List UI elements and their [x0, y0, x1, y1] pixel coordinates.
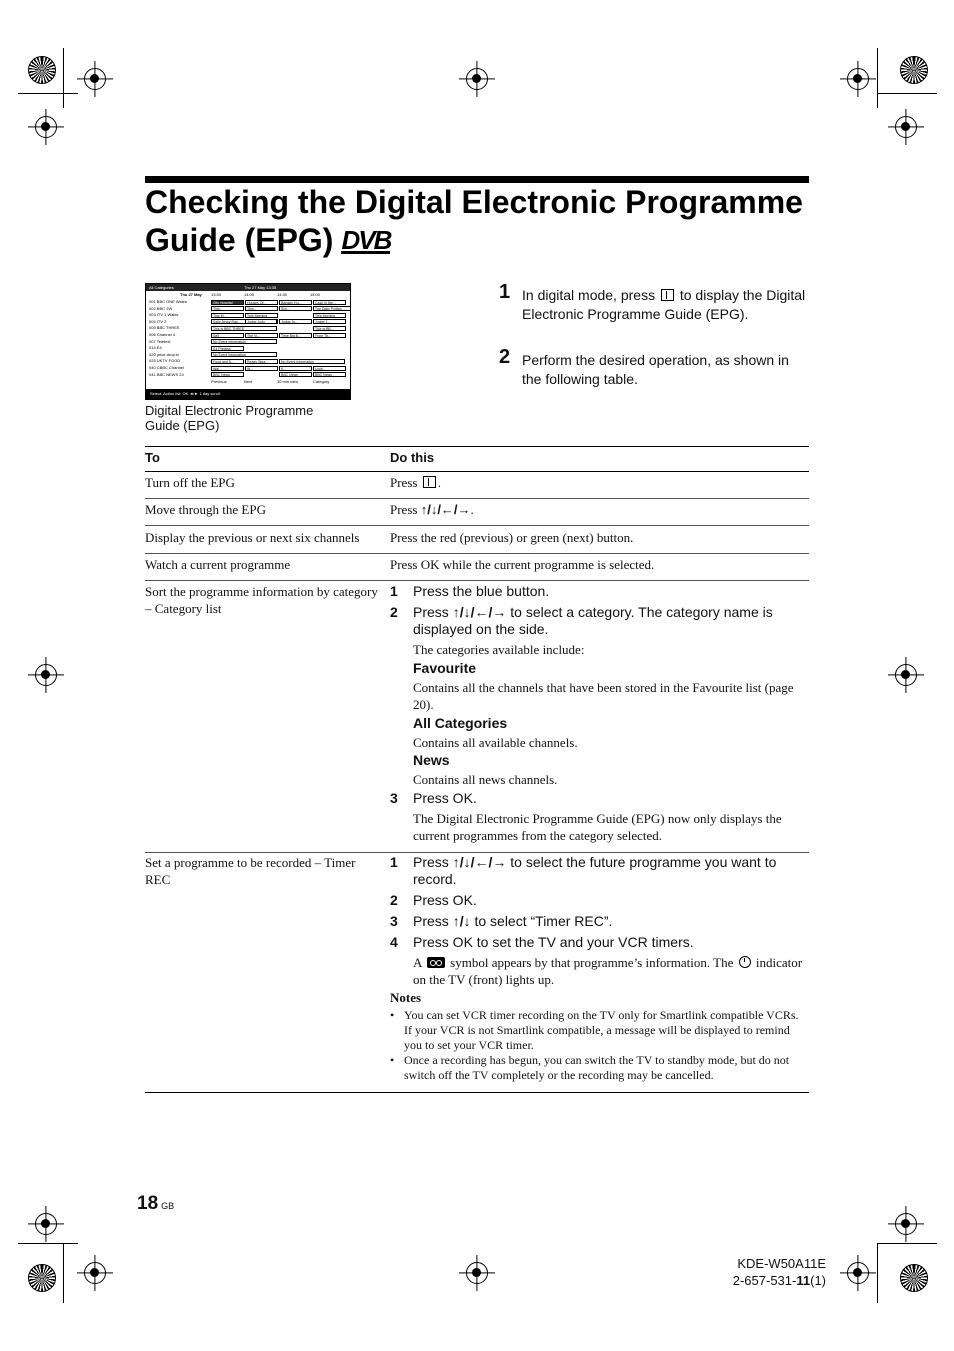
- dvb-logo-icon: DVB: [341, 225, 391, 255]
- epg-nav-label: 30 min view: [277, 379, 299, 384]
- epg-programme-cell: From Th...: [313, 333, 346, 338]
- epg-time: 13:30: [211, 292, 222, 297]
- epg-programme-cell: This...: [211, 306, 244, 311]
- page-number: 18 GB: [137, 1193, 175, 1214]
- epg-programme-cell: Bargain Hu...: [279, 300, 312, 305]
- epg-date: Thu 27 May: [180, 292, 202, 297]
- epg-programme-cell: Look...: [313, 366, 346, 371]
- epg-channel: 001 BBC ONE Wales: [149, 299, 187, 304]
- step-number: 1: [499, 281, 511, 303]
- col-header-do: Do this: [390, 450, 435, 465]
- epg-programme-cell: Wal...: [211, 366, 244, 371]
- col-header-to: To: [145, 450, 160, 465]
- epg-nav-label: Next: [244, 379, 253, 384]
- epg-channel: 003 ITV 1 Wales: [149, 312, 179, 318]
- epg-channel: 014 E4: [149, 345, 162, 351]
- figure-caption: Digital Electronic Programme Guide (EPG): [145, 403, 314, 433]
- epg-programme-cell: W...: [245, 366, 278, 371]
- step-number: 2: [499, 346, 511, 368]
- epg-programme-cell: BBC News: [313, 372, 346, 377]
- epg-programme-cell: This is BBC THREE: [211, 326, 277, 331]
- table-row-to: Set a programme to be recorded – Timer REC: [145, 855, 356, 887]
- timer-clock-icon: [739, 956, 751, 968]
- epg-channel: 020 price-drop.tv: [149, 351, 180, 357]
- category-desc: Contains all the channels that have been stored in the Favourite list (page 20).: [413, 680, 794, 712]
- table-rule: [145, 553, 809, 554]
- table-row-to: Turn off the EPG: [145, 475, 235, 490]
- model-number: KDE-W50A11E 2-657-531-11(1): [732, 1256, 826, 1288]
- category-intro: The categories available include:: [413, 642, 585, 657]
- epg-channel: 025 UKTV FOOD: [149, 358, 181, 364]
- epg-channel: 006 Channel 4: [149, 332, 176, 337]
- epg-programme-cell: E4 Preview: [211, 346, 244, 351]
- epg-channel: 002 BBC 2W: [149, 305, 173, 311]
- table-rule: [145, 852, 809, 853]
- epg-programme-cell: This...: [245, 306, 278, 311]
- table-rule: [145, 1092, 809, 1093]
- table-row-do: Press the red (previous) or green (next) button.: [390, 530, 634, 545]
- epg-programme-cell: This Morning: [245, 313, 278, 318]
- epg-programme-cell: No Event Information: [211, 352, 277, 357]
- category-step3-desc: The Digital Electronic Programme Guide (EPG) now only displays the current programmes from the category selected.: [413, 811, 782, 843]
- step-2-text: Perform the desired operation, as shown in the following table.: [522, 352, 789, 387]
- table-rule: [145, 446, 809, 447]
- epg-programme-cell: Sally Jessy Rap...: [211, 319, 277, 324]
- table-row-do: Press OK while the current programme is selected.: [390, 557, 655, 572]
- table-row-to: Display the previous or next six channels: [145, 530, 360, 545]
- table-rule: [145, 525, 809, 526]
- epg-programme-cell: Ready Stea...: [245, 359, 278, 364]
- notes-title: Notes: [390, 990, 422, 1005]
- epg-footer: Select: Action list: OK ◄/► 1 day scroll:: [146, 389, 350, 399]
- vcr-icon: [427, 957, 445, 968]
- table-rule: [145, 471, 809, 472]
- guide-button-icon: [661, 289, 674, 301]
- epg-programme-cell: Judge Judy: [245, 319, 278, 324]
- arrow-keys-icon: ↑/↓/←/→: [452, 854, 507, 870]
- table-rule: [145, 580, 809, 581]
- table-row-to: Move through the EPG: [145, 502, 266, 517]
- category-desc: Contains all news channels.: [413, 772, 558, 787]
- epg-programme-cell: No Event Information: [211, 339, 277, 344]
- epg-channel: 007 Teletext: [149, 338, 171, 344]
- arrow-keys-icon: ↑/↓: [452, 913, 471, 929]
- category-desc: Contains all available channels.: [413, 735, 578, 750]
- epg-programme-cell: K...: [279, 366, 312, 371]
- step-1-text: In digital mode, press to display the Digital Electronic Programme Guide (EPG).: [522, 287, 806, 322]
- title-bar: [145, 176, 809, 183]
- arrow-keys-icon: ↑/↓/←/→: [420, 502, 471, 517]
- table-row-do: Press .: [390, 475, 441, 490]
- epg-channel: 041 BBC NEWS 24: [149, 371, 184, 377]
- epg-nav-label: Previous: [211, 379, 227, 384]
- epg-programme-cell: Time Big B...: [279, 333, 312, 338]
- table-row-to: Watch a current programme: [145, 557, 291, 572]
- epg-channel: 005 BBC THREE: [149, 325, 180, 331]
- guide-button-icon: [423, 476, 436, 488]
- epg-programme-cell: Judge J...: [313, 319, 346, 324]
- epg-programme-cell: This is BB...: [313, 326, 346, 331]
- epg-time: 15:00: [310, 292, 321, 297]
- epg-programme-cell: This M...: [211, 313, 244, 318]
- table-row-do: Press ↑/↓/←/→.: [390, 502, 474, 517]
- page-title: Checking the Digital Electronic Programme Guide (EPG) DVB: [145, 184, 803, 258]
- category-name: News: [413, 752, 450, 768]
- epg-header: All Categories Thu 27 May 13:35: [146, 284, 350, 291]
- epg-programme-cell: Cash In the...: [313, 300, 346, 305]
- category-name: Favourite: [413, 660, 477, 676]
- epg-programme-cell: Sell: [211, 333, 244, 338]
- arrow-keys-icon: ↑/↓/←/→: [452, 604, 507, 620]
- epg-programme-cell: The Daily Politics: [313, 306, 351, 311]
- epg-programme-cell: No Event Information: [279, 359, 345, 364]
- epg-channel: 040 CBBC Channel: [149, 365, 184, 370]
- epg-programme-cell: Judge Ju...: [279, 319, 312, 324]
- epg-time: 14:30: [277, 292, 288, 297]
- epg-programme-cell: This Morning: [313, 313, 346, 318]
- epg-programme-cell: The Vi...: [245, 333, 278, 338]
- epg-programme-cell: Food and D...: [211, 359, 244, 364]
- table-rule: [145, 498, 809, 499]
- epg-programme-cell: Sch...: [279, 306, 312, 311]
- epg-programme-cell: BBC News: [279, 372, 312, 377]
- table-row-to: Sort the programme information by category – Category list: [145, 584, 378, 616]
- epg-nav-label: Category: [313, 379, 330, 384]
- epg-screenshot: [145, 283, 351, 400]
- epg-channel: 004 ITV 2: [149, 318, 167, 324]
- timer-desc: A symbol appears by that programme’s information. The indicator on the TV (front) lights up.: [413, 955, 803, 987]
- epg-time: 14:00: [244, 292, 255, 297]
- epg-programme-cell: Houses Of...: [245, 300, 278, 305]
- epg-programme-cell: BBC News: [211, 372, 244, 377]
- category-name: All Categories: [413, 715, 508, 731]
- epg-programme-cell: City Hospital: [211, 300, 244, 305]
